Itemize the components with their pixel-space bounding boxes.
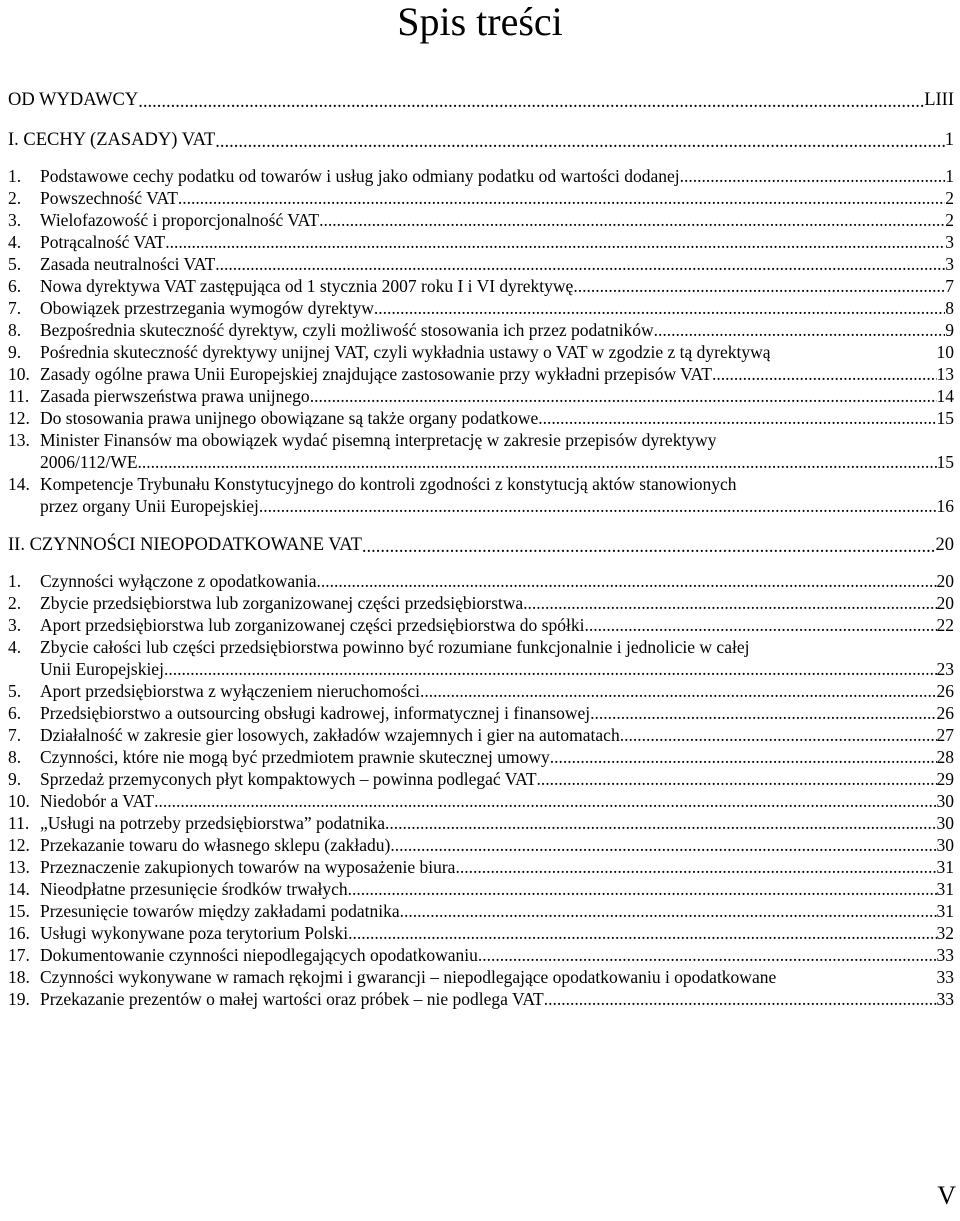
toc-leader-dots — [178, 187, 945, 209]
toc-leader-dots — [310, 385, 937, 407]
toc-leader-dots — [538, 407, 936, 429]
toc-entry-title: II. CZYNNOŚCI NIEOPODATKOWANE VAT — [8, 535, 362, 555]
toc-entry-number: 3. — [8, 210, 22, 230]
toc-entry-title: Przesunięcie towarów między zakładami podatnika — [40, 901, 400, 921]
toc-page-number: 31 — [936, 901, 954, 921]
toc-entry[interactable] — [8, 407, 954, 429]
toc-entry-number: 9. — [8, 769, 22, 789]
toc-page-number: 30 — [936, 791, 954, 811]
toc-entry-number: 5. — [8, 681, 22, 701]
toc-entry-number: 9. — [8, 342, 22, 362]
toc-page-number: 27 — [936, 725, 954, 745]
toc-entry[interactable] — [8, 900, 954, 922]
toc-page-number: 15 — [936, 408, 954, 428]
toc-page-number: 28 — [936, 747, 954, 767]
toc-entry-title: Kompetencje Trybunału Konstytucyjnego do kontroli zgodności z konstytucją aktów stanowionych — [40, 474, 737, 494]
toc-section[interactable] — [8, 88, 954, 112]
toc-entry-title: Nieodpłatne przesunięcie środków trwałych — [40, 879, 348, 899]
toc-entry[interactable] — [8, 570, 954, 592]
toc-section[interactable] — [8, 128, 954, 152]
toc-entry-number: 13. — [8, 430, 30, 450]
toc-entry-title: Czynności wykonywane w ramach rękojmi i gwarancji – niepodlegające opodatkowaniu i opodatkowane — [40, 967, 777, 987]
toc-leader-dots — [259, 495, 937, 517]
toc-entry-title: Czynności, które nie mogą być przedmiotem prawnie skutecznej umowy — [40, 747, 550, 767]
toc-leader-dots — [362, 535, 936, 557]
toc-page-number: 3 — [945, 254, 954, 274]
toc-entry-title: Pośrednia skuteczność dyrektywy unijnej VAT, czyli wykładnia ustawy o VAT w zgodzie z tą dyrektywą — [40, 342, 771, 362]
toc-page-number: 26 — [936, 681, 954, 701]
toc-leader-dots — [374, 297, 945, 319]
toc-entry[interactable] — [8, 429, 954, 473]
toc-leader-dots — [215, 253, 945, 275]
toc-entry[interactable] — [8, 812, 954, 834]
toc-leader-dots — [712, 363, 937, 385]
toc-entry[interactable] — [8, 746, 954, 768]
toc-entry[interactable] — [8, 856, 954, 878]
toc-entry[interactable] — [8, 834, 954, 856]
toc-entry-title: Obowiązek przestrzegania wymogów dyrektyw — [40, 298, 374, 318]
toc-leader-dots — [165, 231, 945, 253]
toc-leader-dots — [680, 165, 946, 187]
toc-page-number: 1 — [944, 130, 954, 150]
toc-page-number: LIII — [924, 90, 954, 110]
toc-entry-number: 19. — [8, 989, 30, 1009]
toc-entry-number: 3. — [8, 615, 22, 635]
toc-entry[interactable] — [8, 790, 954, 812]
toc-page-number: 23 — [936, 659, 954, 679]
toc-entry-title: OD WYDAWCY — [8, 90, 139, 110]
toc-leader-dots — [544, 988, 937, 1010]
toc-entry-title: Zbycie całości lub części przedsiębiorstwa powinno być rozumiane funkcjonalnie i jednolicie w całej — [40, 637, 750, 657]
toc-entry[interactable] — [8, 768, 954, 790]
toc-entry-number: 13. — [8, 857, 30, 877]
toc-page-number: 2 — [945, 210, 954, 230]
toc-entry-number: 7. — [8, 298, 22, 318]
toc-entry-title: I. CECHY (ZASADY) VAT — [8, 130, 216, 150]
toc-entry-title: Nowa dyrektywa VAT zastępująca od 1 stycznia 2007 roku I i VI dyrektywę — [40, 276, 574, 296]
toc-entry-title: Zasada pierwszeństwa prawa unijnego — [40, 386, 310, 406]
toc-leader-dots — [138, 90, 924, 112]
toc-entry-number: 2. — [8, 188, 22, 208]
toc-entry[interactable] — [8, 878, 954, 900]
toc-page-number: 9 — [945, 320, 954, 340]
toc-page-number: 32 — [936, 923, 954, 943]
toc-entry-number: 4. — [8, 232, 22, 252]
toc-entry-title: Potrącalność VAT — [40, 232, 166, 252]
toc-page-number: 20 — [936, 571, 954, 591]
toc-entry[interactable] — [8, 165, 954, 187]
toc-entry[interactable] — [8, 724, 954, 746]
toc-leader-dots — [154, 790, 936, 812]
toc-leader-dots — [584, 614, 936, 636]
toc-entry-number: 6. — [8, 703, 22, 723]
page-title: Spis treści — [397, 0, 563, 44]
toc-leader-dots — [590, 702, 936, 724]
toc-page-number: 22 — [936, 615, 954, 635]
toc-entry-number: 11. — [8, 813, 30, 833]
toc-leader-dots — [537, 768, 937, 790]
toc-entry[interactable] — [8, 473, 954, 517]
toc-entry-number: 17. — [8, 945, 30, 965]
toc-entry-title: przez organy Unii Europejskiej — [40, 496, 259, 516]
toc-page-number: 7 — [945, 276, 954, 296]
toc-entry[interactable] — [8, 922, 954, 944]
toc-entry-title: Przekazanie towaru do własnego sklepu (zakładu) — [40, 835, 391, 855]
toc-entry[interactable] — [8, 944, 954, 966]
toc-entry[interactable] — [8, 988, 954, 1010]
toc-entry[interactable] — [8, 966, 954, 988]
toc-entry-number: 15. — [8, 901, 30, 921]
toc-leader-dots — [550, 746, 937, 768]
toc-entry-number: 1. — [8, 571, 22, 591]
toc-entry-number: 8. — [8, 747, 22, 767]
toc-leader-dots — [138, 451, 937, 473]
toc-entry-number: 14. — [8, 879, 30, 899]
toc-page-number: 8 — [945, 298, 954, 318]
toc-page-number: 33 — [936, 967, 954, 987]
toc-page-number: 16 — [936, 496, 954, 516]
toc-leader-dots — [420, 680, 936, 702]
toc-leader-dots — [400, 900, 937, 922]
toc-entry-title: Sprzedaż przemyconych płyt kompaktowych – powinna podlegać VAT — [40, 769, 537, 789]
toc-entry[interactable] — [8, 209, 954, 231]
toc-entry-number: 11. — [8, 386, 30, 406]
toc-entry-number: 18. — [8, 967, 30, 987]
toc-entry-title: Minister Finansów ma obowiązek wydać pisemną interpretację w zakresie przepisów dyrektywy — [40, 430, 717, 450]
toc-leader-dots — [317, 570, 937, 592]
toc-entry[interactable] — [8, 680, 954, 702]
toc-entry[interactable] — [8, 385, 954, 407]
toc-section[interactable] — [8, 533, 954, 557]
toc-page-number: 15 — [936, 452, 954, 472]
toc-entry-title: Przekazanie prezentów o małej wartości oraz próbek – nie podlega VAT — [40, 989, 544, 1009]
toc-leader-dots — [215, 130, 944, 152]
toc-page-number: 13 — [936, 364, 954, 384]
toc-entry-title: Działalność w zakresie gier losowych, zakładów wzajemnych i gier na automatach — [40, 725, 620, 745]
toc-entry-title: Zasady ogólne prawa Unii Europejskiej znajdujące zastosowanie przy wykładni przepisów VAT — [40, 364, 712, 384]
toc-entry-title: Bezpośrednia skuteczność dyrektyw, czyli możliwość stosowania ich przez podatników — [40, 320, 654, 340]
table-of-contents — [8, 88, 954, 1010]
toc-entry-number: 6. — [8, 276, 22, 296]
toc-entry-title: Aport przedsiębiorstwa z wyłączeniem nieruchomości — [40, 681, 421, 701]
toc-entry-title: Zbycie przedsiębiorstwa lub zorganizowanej części przedsiębiorstwa — [40, 593, 524, 613]
toc-entry-title: Unii Europejskiej — [40, 659, 164, 679]
toc-entry-title: Usługi wykonywane poza terytorium Polski — [40, 923, 349, 943]
toc-leader-dots — [319, 209, 945, 231]
toc-page-number: 30 — [936, 813, 954, 833]
toc-page-number: 30 — [936, 835, 954, 855]
toc-leader-dots — [385, 812, 936, 834]
toc-entry-title: Dokumentowanie czynności niepodlegających opodatkowaniu — [40, 945, 478, 965]
toc-page-number: 2 — [945, 188, 954, 208]
toc-entry-title: „Usługi na potrzeby przedsiębiorstwa” podatnika — [40, 813, 386, 833]
toc-page-number: 31 — [936, 857, 954, 877]
toc-page-number: 3 — [945, 232, 954, 252]
toc-entry-number: 7. — [8, 725, 22, 745]
toc-entry-number: 10. — [8, 364, 30, 384]
toc-page-number: 29 — [936, 769, 954, 789]
toc-page-number: 1 — [945, 166, 954, 186]
toc-entry[interactable] — [8, 636, 954, 680]
toc-page-number: 33 — [936, 989, 954, 1009]
toc-entry[interactable] — [8, 614, 954, 636]
toc-entry[interactable] — [8, 187, 954, 209]
toc-entry[interactable] — [8, 297, 954, 319]
toc-leader-dots — [348, 922, 936, 944]
toc-entry-number: 14. — [8, 474, 30, 494]
toc-page-number: 14 — [936, 386, 954, 406]
toc-entry[interactable] — [8, 231, 954, 253]
toc-page-number: 33 — [936, 945, 954, 965]
toc-entry-number: 12. — [8, 408, 30, 428]
toc-leader-dots — [348, 878, 937, 900]
toc-entry-title: Niedobór a VAT — [40, 791, 155, 811]
toc-leader-dots — [478, 944, 937, 966]
toc-entry[interactable] — [8, 275, 954, 297]
toc-entry[interactable] — [8, 253, 954, 275]
toc-leader-dots — [654, 319, 946, 341]
toc-entry-title: Zasada neutralności VAT — [40, 254, 216, 274]
toc-entry[interactable] — [8, 319, 954, 341]
toc-entry-title: 2006/112/WE — [40, 452, 138, 472]
toc-entry-title: Aport przedsiębiorstwa lub zorganizowanej części przedsiębiorstwa do spółki — [40, 615, 585, 635]
toc-page-number: 20 — [936, 593, 954, 613]
toc-page-number: 10 — [936, 342, 954, 362]
toc-entry-number: 5. — [8, 254, 22, 274]
toc-entry[interactable] — [8, 341, 954, 363]
toc-page-number: 31 — [936, 879, 954, 899]
toc-entry-number: 10. — [8, 791, 30, 811]
toc-page-number: 26 — [936, 703, 954, 723]
toc-leader-dots — [455, 856, 936, 878]
toc-entry-number: 12. — [8, 835, 30, 855]
toc-entry-title: Powszechność VAT — [40, 188, 178, 208]
toc-page-number: 20 — [935, 535, 954, 555]
toc-entry-number: 16. — [8, 923, 30, 943]
toc-leader-dots — [164, 658, 937, 680]
toc-leader-dots — [573, 275, 945, 297]
toc-leader-dots — [390, 834, 936, 856]
toc-entry-title: Przedsiębiorstwo a outsourcing obsługi kadrowej, informatycznej i finansowej — [40, 703, 591, 723]
toc-entry-title: Czynności wyłączone z opodatkowania — [40, 571, 317, 591]
toc-entry-title: Wielofazowość i proporcjonalność VAT — [40, 210, 320, 230]
toc-entry[interactable] — [8, 702, 954, 724]
toc-entry-title: Podstawowe cechy podatku od towarów i usług jako odmiany podatku od wartości dodanej — [40, 166, 680, 186]
toc-entry[interactable] — [8, 363, 954, 385]
toc-entry-number: 1. — [8, 166, 22, 186]
toc-entry-title: Do stosowania prawa unijnego obowiązane są także organy podatkowe — [40, 408, 539, 428]
toc-leader-dots — [523, 592, 936, 614]
toc-entry-number: 2. — [8, 593, 22, 613]
toc-entry-title: Przeznaczenie zakupionych towarów na wyposażenie biura — [40, 857, 456, 877]
toc-entry[interactable] — [8, 592, 954, 614]
toc-entry-number: 4. — [8, 637, 22, 657]
toc-entry-number: 8. — [8, 320, 22, 340]
page-number: V — [937, 1181, 956, 1210]
toc-leader-dots — [620, 724, 937, 746]
